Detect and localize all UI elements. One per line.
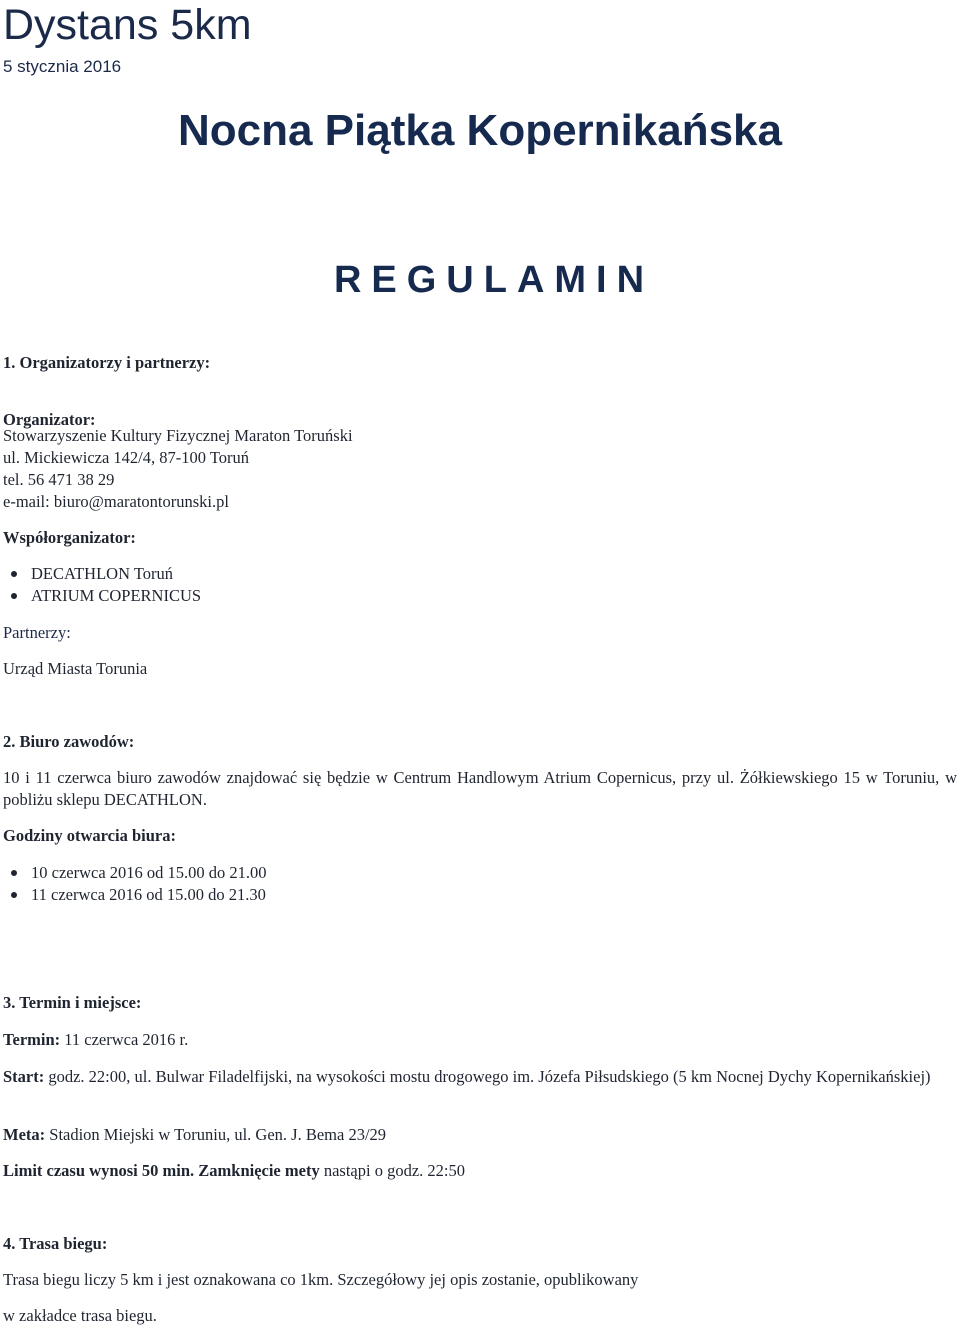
bullet-icon xyxy=(11,571,17,577)
termin-line xyxy=(3,1029,188,1051)
post-date: 5 stycznia 2016 xyxy=(3,57,122,76)
organizer-email: e-mail: biuro@maratontorunski.pl xyxy=(3,492,229,511)
section-2-heading: 2. Biuro zawodów: xyxy=(3,732,135,751)
start-value: godz. 22:00, ul. Bulwar Filadelfijski, na wysokości mostu drogowego im. Józefa Piłsudskiego (5 km Nocnej Dychy Kopernikańskiej) xyxy=(44,1067,931,1086)
section-1-heading: 1. Organizatorzy i partnerzy: xyxy=(3,353,211,372)
time-limit: Limit czasu wynosi 50 min. xyxy=(3,1161,195,1180)
start-line xyxy=(3,1066,957,1088)
closing-value: nastąpi o godz. 22:50 xyxy=(319,1161,465,1180)
regulamin-title: REGULAMIN xyxy=(333,259,655,301)
bullet-icon xyxy=(11,593,17,599)
bullet-icon xyxy=(11,892,17,898)
partners-value: Urząd Miasta Torunia xyxy=(3,659,148,678)
time-limit-line xyxy=(3,1160,465,1182)
partners-label: Partnerzy: xyxy=(3,623,71,642)
bullet-icon xyxy=(11,870,17,876)
list-item: ATRIUM COPERNICUS xyxy=(31,586,202,605)
termin-label: Termin: xyxy=(3,1030,61,1049)
organizer-label: Organizator: xyxy=(3,410,96,429)
route-text: Trasa biegu liczy 5 km i jest oznakowana co 1km. Szczegółowy jej opis zostanie, opublikowany xyxy=(3,1270,639,1289)
organizer-line: tel. 56 471 38 29 xyxy=(3,470,115,489)
meta-line xyxy=(3,1124,386,1146)
organizer-line: Stowarzyszenie Kultury Fizycznej Maraton Toruński xyxy=(3,426,353,445)
meta-label: Meta: xyxy=(3,1125,46,1144)
meta-value: Stadion Miejski w Toruniu, ul. Gen. J. Bema 23/29 xyxy=(45,1125,387,1144)
section-4-heading: 4. Trasa biegu: xyxy=(3,1234,108,1253)
coorganizer-label: Współorganizator: xyxy=(3,528,136,547)
list-item: DECATHLON Toruń xyxy=(31,564,173,583)
termin-value: 11 czerwca 2016 r. xyxy=(60,1030,189,1049)
event-title: Nocna Piątka Kopernikańska xyxy=(177,106,782,155)
closing-label: Zamknięcie mety xyxy=(194,1161,320,1180)
organizer-line: ul. Mickiewicza 142/4, 87-100 Toruń xyxy=(3,448,249,467)
route-text: w zakładce trasa biegu. xyxy=(3,1306,157,1325)
page-title: Dystans 5km xyxy=(3,1,252,49)
start-label: Start: xyxy=(3,1067,45,1086)
office-description: 10 i 11 czerwca biuro zawodów znajdować się będzie w Centrum Handlowym Atrium Copernicus, przy ul. Żółkiewskiego 15 w Toruniu, w pobliżu sklepu DECATHLON. xyxy=(3,768,957,809)
list-item: 10 czerwca 2016 od 15.00 do 21.00 xyxy=(31,863,267,882)
section-3-heading: 3. Termin i miejsce: xyxy=(3,993,142,1012)
office-hours-label: Godziny otwarcia biura: xyxy=(3,826,176,845)
list-item: 11 czerwca 2016 od 15.00 do 21.30 xyxy=(31,885,266,904)
